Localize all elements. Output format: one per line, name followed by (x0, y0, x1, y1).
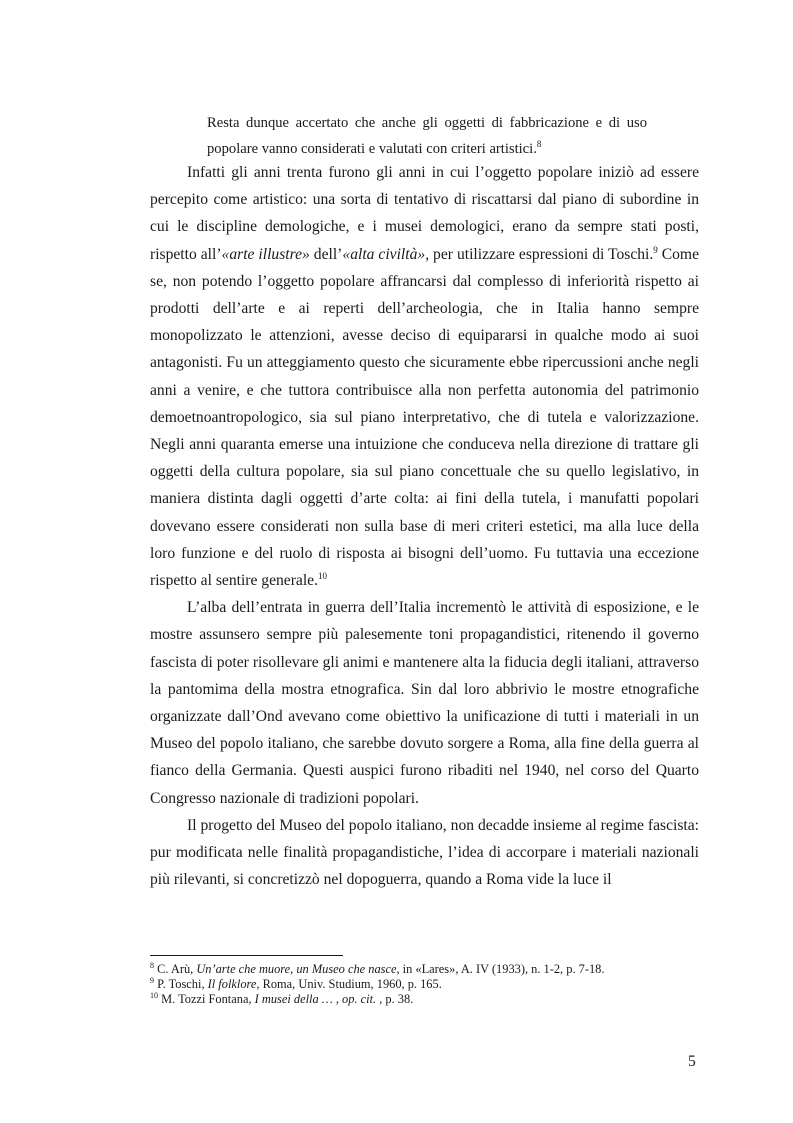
footnote-title: I musei della … , op. cit. (254, 992, 377, 1006)
footnote-author: P. Toschi, (154, 977, 208, 991)
page-number: 5 (688, 1053, 696, 1070)
footnote-ref-8[interactable]: 8 (536, 139, 542, 149)
quote-paragraph (207, 110, 647, 162)
footnote-9 (150, 977, 710, 992)
footnote-10 (150, 992, 710, 1007)
paragraph-2: L’alba dell’entrata in guerra dell’Italia incrementò le attività di esposizione, e le mostre assunsero sempre più palesemente toni propagandistici, ritenendo il governo fascista di poter risollevare gli animi e mantenere alta la fiducia degli italiani, attraverso la pantomima della mostra etnografica. Sin dal loro abbrivio le mostre etnografiche organizzate dall’Ond avevano come obiettivo la unificazione di tutti i materiali in un Museo del popolo italiano, che sarebbe dovuto sorgere a Roma, alla fine della guerra al fianco della Germania. Questi auspici furono ribaditi nel 1940, nel corso del Quarto Congresso nazionale di tradizioni popolari. (150, 599, 699, 807)
footnote-author: M. Tozzi Fontana, (158, 992, 255, 1006)
paragraph-1-text-c: , per utilizzare espressioni di Toschi. (425, 245, 654, 263)
footnote-8 (150, 962, 710, 977)
paragraph-3: Il progetto del Museo del popolo italiano, non decadde insieme al regime fascista: pur modificata nelle finalità propagandistiche, l’idea di accorpare i materiali nazionali più rilevanti, si concretizzò nel dopoguerra, quando a Roma vide la luce il (150, 816, 699, 889)
footnote-separator (150, 955, 343, 956)
quote-arte-illustre: «arte illustre» (221, 245, 310, 263)
footnote-number: 9 (150, 976, 154, 985)
footnote-details: , in «Lares», A. IV (1933), n. 1-2, p. 7-18. (396, 962, 605, 976)
footnote-ref-10[interactable]: 10 (318, 571, 327, 582)
footnote-author: C. Arù, (154, 962, 197, 976)
footnote-details: , Roma, Univ. Studium, 1960, p. 165. (256, 977, 442, 991)
quote-alta-civilta: «alta civiltà» (342, 245, 426, 263)
footnote-details: , p. 38. (376, 992, 414, 1006)
paragraph-1-text-d: Come se, non potendo l’oggetto popolare affrancarsi dal complesso di inferiorità rispetto ai prodotti dell’arte e ai reperti dell’archeologia, che in Italia hanno sempre monopolizzato le attenzioni, avesse deciso di equipararsi in qualche modo ai suoi antagonisti. Fu un atteggiamento questo che sicuramente ebbe ripercussioni anche negli anni a venire, e che tuttora contribuisce alla non perfetta autonomia del patrimonio demoetnoantropologico, sia sul piano interpretativo, che di tutela e valorizzazione. Negli anni quaranta emerse una intuizione che conduceva nella direzione di trattare gli oggetti della cultura popolare, sia sul piano concettuale che su quello legislativo, in maniera distinta dagli oggetti d’arte colta: ai fini della tutela, i manufatti popolari dovevano essere considerati non sulla base di meri criteri estetici, ma alla luce della loro funzione e del ruolo di risposta ai bisogni dell’uomo. Fu tuttavia una eccezione rispetto al sentire generale. (150, 245, 699, 590)
footnote-number: 8 (150, 961, 154, 970)
paragraph-1 (150, 159, 699, 594)
footnote-title: Un’arte che muore, un Museo che nasce (196, 962, 397, 976)
quote-text: Resta dunque accertato che anche gli oggetti di fabbricazione e di uso popolare vanno considerati e valutati con criteri artistici. (207, 115, 647, 157)
footnote-title: Il folklore (207, 977, 257, 991)
main-text (150, 159, 699, 893)
footnote-number: 10 (150, 991, 158, 1000)
footnotes (150, 962, 710, 1007)
footnote-ref-9[interactable]: 9 (653, 244, 658, 255)
paragraph-1-text-b: dell’ (309, 245, 343, 263)
block-quote (207, 110, 647, 162)
paragraph-1-text-a: Infatti gli anni trenta furono gli anni in cui l’oggetto popolare iniziò ad essere percepito come artistico: una sorta di tentativo di riscattarsi dal piano di subordine in cui le discipline demologiche, e i musei demologici, erano da sempre stati posti, rispetto all’ (150, 164, 699, 263)
